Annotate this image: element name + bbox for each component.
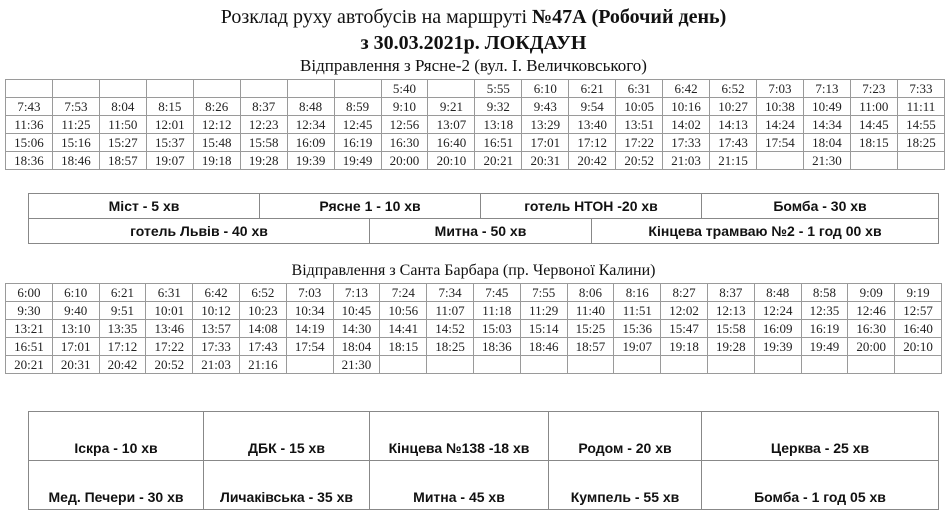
departure-time-cell: 9:51: [99, 302, 146, 320]
departure-time-cell: 12:24: [754, 302, 801, 320]
departure-time-cell: 8:15: [146, 98, 193, 116]
departure-time-cell: 6:21: [569, 80, 616, 98]
stop-cell: Митна - 45 хв: [369, 461, 548, 509]
departure-time-cell: 21:30: [803, 152, 850, 170]
departure-time-cell: 12:45: [334, 116, 381, 134]
departure-time-cell: 19:28: [240, 152, 287, 170]
stop-cell: Мед. Печери - 30 хв: [48, 489, 184, 505]
departure-time-cell: 8:37: [240, 98, 287, 116]
departure-time-cell: 14:52: [427, 320, 474, 338]
departure-time-cell: [193, 80, 240, 98]
departure-time-cell: 17:33: [663, 134, 710, 152]
departure-time-cell: 7:13: [333, 284, 380, 302]
departure-time-cell: 8:27: [661, 284, 708, 302]
departure-time-cell: [428, 80, 475, 98]
page-subtitle: з 30.03.2021р. ЛОКДАУН: [360, 32, 587, 54]
departure-time-cell: 20:00: [381, 152, 428, 170]
departure-time-cell: 18:36: [473, 338, 520, 356]
stops-row: [29, 194, 938, 218]
departure-time-cell: 14:19: [286, 320, 333, 338]
departure-time-cell: [707, 356, 754, 374]
departure-time-cell: [380, 356, 427, 374]
departure-time-cell: 11:00: [850, 98, 897, 116]
departure-time-cell: 16:30: [381, 134, 428, 152]
departure-time-cell: 12:34: [287, 116, 334, 134]
departure-time-cell: 6:42: [193, 284, 240, 302]
departure-time-cell: 20:52: [146, 356, 193, 374]
departure-time-cell: 15:36: [614, 320, 661, 338]
departure-time-cell: [52, 80, 99, 98]
departure-time-cell: 13:18: [475, 116, 522, 134]
departure-time-cell: 8:04: [99, 98, 146, 116]
departure-time-cell: 8:48: [287, 98, 334, 116]
stop-cell: готель НТОН -20 хв: [480, 194, 701, 218]
departure-time-cell: 13:35: [99, 320, 146, 338]
departure-time-cell: 13:10: [52, 320, 99, 338]
departure-time-cell: [895, 356, 942, 374]
departure-time-cell: 20:10: [428, 152, 475, 170]
departure-time-cell: 13:57: [193, 320, 240, 338]
departure-time-cell: 14:45: [850, 116, 897, 134]
departure-time-cell: 19:39: [287, 152, 334, 170]
departure-time-cell: 9:32: [475, 98, 522, 116]
departure-time-cell: 17:22: [146, 338, 193, 356]
departure-time-cell: 11:51: [614, 302, 661, 320]
departure-time-cell: 14:41: [380, 320, 427, 338]
departure-time-cell: 11:40: [567, 302, 614, 320]
departure-time-cell: 8:37: [707, 284, 754, 302]
departure-time-cell: 6:31: [146, 284, 193, 302]
stop-cell: Кінцева трамваю №2 - 1 год 00 хв: [591, 219, 938, 243]
departure-time-cell: 18:04: [803, 134, 850, 152]
stops-table-ryasne: [28, 193, 939, 244]
stop-cell: Личаківська - 35 хв: [203, 461, 369, 509]
stop-cell: ДБК - 15 хв: [203, 412, 369, 460]
stop-cell: Митна - 50 хв: [369, 219, 591, 243]
departure-time-cell: 16:40: [428, 134, 475, 152]
stop-cell: Церква - 25 хв: [701, 412, 938, 460]
departure-time-cell: 18:15: [850, 134, 897, 152]
departure-time-cell: 8:58: [801, 284, 848, 302]
departure-time-cell: 6:52: [239, 284, 286, 302]
departure-time-cell: 13:40: [569, 116, 616, 134]
departure-time-cell: 17:12: [569, 134, 616, 152]
departure-time-cell: 18:15: [380, 338, 427, 356]
departure-time-cell: 13:07: [428, 116, 475, 134]
departure-time-cell: 14:08: [239, 320, 286, 338]
departure-time-cell: [567, 356, 614, 374]
departure-time-cell: 7:53: [52, 98, 99, 116]
departure-time-cell: 9:43: [522, 98, 569, 116]
departure-time-cell: 7:23: [850, 80, 897, 98]
table-row: [6, 284, 942, 302]
departure-time-cell: [240, 80, 287, 98]
departure-time-cell: 10:27: [710, 98, 757, 116]
departure-time-cell: 10:12: [193, 302, 240, 320]
departure-time-cell: [757, 152, 804, 170]
departure-time-cell: 18:57: [567, 338, 614, 356]
departure-time-cell: 7:03: [286, 284, 333, 302]
departure-time-cell: 7:33: [897, 80, 944, 98]
departure-time-cell: 7:03: [757, 80, 804, 98]
departure-time-cell: 11:29: [520, 302, 567, 320]
stop-cell: Бомба - 30 хв: [701, 194, 938, 218]
departure-time-cell: 14:24: [757, 116, 804, 134]
departure-time-cell: 6:52: [710, 80, 757, 98]
route-name: №47А (Робочий день): [532, 6, 727, 28]
departure-time-cell: 15:47: [661, 320, 708, 338]
departure-time-cell: [146, 80, 193, 98]
departures-table-ryasne: [5, 79, 945, 170]
table-row: [6, 152, 945, 170]
departure-time-cell: 18:25: [427, 338, 474, 356]
departure-time-cell: 18:46: [52, 152, 99, 170]
departure-time-cell: 19:39: [754, 338, 801, 356]
departure-time-cell: [850, 152, 897, 170]
departure-time-cell: 20:42: [569, 152, 616, 170]
table-row: [6, 356, 942, 374]
departure-time-cell: 12:02: [661, 302, 708, 320]
departure-time-cell: 13:46: [146, 320, 193, 338]
departure-time-cell: 15:06: [6, 134, 53, 152]
departure-time-cell: 8:16: [614, 284, 661, 302]
departure-time-cell: 16:40: [895, 320, 942, 338]
departure-time-cell: 13:29: [522, 116, 569, 134]
departure-time-cell: 8:48: [754, 284, 801, 302]
departure-time-cell: 18:57: [99, 152, 146, 170]
departure-time-cell: 13:51: [616, 116, 663, 134]
departure-time-cell: 10:23: [239, 302, 286, 320]
departure-time-cell: [897, 152, 944, 170]
departure-time-cell: 7:55: [520, 284, 567, 302]
departure-time-cell: 17:01: [52, 338, 99, 356]
departure-time-cell: 12:01: [146, 116, 193, 134]
departure-time-cell: 5:55: [475, 80, 522, 98]
departure-time-cell: 20:00: [848, 338, 895, 356]
departure-time-cell: 16:19: [334, 134, 381, 152]
departure-time-cell: 20:10: [895, 338, 942, 356]
departure-time-cell: 7:24: [380, 284, 427, 302]
departure-time-cell: 10:45: [333, 302, 380, 320]
departure-time-cell: 19:07: [146, 152, 193, 170]
departure-time-cell: 12:56: [381, 116, 428, 134]
stops-table-santa-barbara: [28, 411, 939, 510]
page-title: [0, 6, 947, 29]
departure-time-cell: 16:51: [6, 338, 53, 356]
departure-time-cell: 11:11: [897, 98, 944, 116]
departure-time-cell: 9:54: [569, 98, 616, 116]
table-row: [6, 80, 945, 98]
departure-time-cell: 19:49: [801, 338, 848, 356]
stop-cell: готель Львів - 40 хв: [130, 223, 268, 239]
departure-time-cell: 17:54: [286, 338, 333, 356]
departure-time-cell: 9:10: [381, 98, 428, 116]
departure-time-cell: 17:43: [710, 134, 757, 152]
departure-time-cell: [6, 80, 53, 98]
departure-time-cell: 10:38: [757, 98, 804, 116]
departure-time-cell: 5:40: [381, 80, 428, 98]
departure-time-cell: 15:25: [567, 320, 614, 338]
departure-time-cell: 7:34: [427, 284, 474, 302]
departure-time-cell: 20:52: [616, 152, 663, 170]
stop-cell: Міст - 5 хв: [108, 198, 180, 214]
departure-time-cell: 11:18: [473, 302, 520, 320]
departure-time-cell: 6:10: [52, 284, 99, 302]
departure-time-cell: 15:27: [99, 134, 146, 152]
departure-time-cell: 10:56: [380, 302, 427, 320]
departure-time-cell: 10:16: [663, 98, 710, 116]
departure-time-cell: [801, 356, 848, 374]
table-row: [6, 116, 945, 134]
departure-time-cell: [848, 356, 895, 374]
departure-time-cell: 6:10: [522, 80, 569, 98]
departure-time-cell: 12:12: [193, 116, 240, 134]
departure-time-cell: 17:22: [616, 134, 663, 152]
departure-time-cell: 8:26: [193, 98, 240, 116]
departure-time-cell: 12:57: [895, 302, 942, 320]
departure-time-cell: 19:28: [707, 338, 754, 356]
departure-time-cell: 9:19: [895, 284, 942, 302]
departure-time-cell: 21:03: [663, 152, 710, 170]
departure-time-cell: 17:33: [193, 338, 240, 356]
departure-time-cell: 17:01: [522, 134, 569, 152]
departure-time-cell: 21:15: [710, 152, 757, 170]
departure-time-cell: 11:50: [99, 116, 146, 134]
table-row: [6, 320, 942, 338]
departure-time-cell: 17:43: [239, 338, 286, 356]
departure-time-cell: 12:13: [707, 302, 754, 320]
departure-time-cell: 17:12: [99, 338, 146, 356]
departure-time-cell: 19:18: [661, 338, 708, 356]
departure-time-cell: 9:09: [848, 284, 895, 302]
departure-time-cell: [614, 356, 661, 374]
departure-time-cell: 15:58: [707, 320, 754, 338]
table-row: [6, 302, 942, 320]
stop-cell: Кумпель - 55 хв: [548, 461, 701, 509]
departure-time-cell: 18:46: [520, 338, 567, 356]
departure-time-cell: 6:42: [663, 80, 710, 98]
departure-time-cell: 14:55: [897, 116, 944, 134]
departure-time-cell: 16:19: [801, 320, 848, 338]
departure-time-cell: 11:07: [427, 302, 474, 320]
departure-time-cell: 14:13: [710, 116, 757, 134]
departure-time-cell: 16:30: [848, 320, 895, 338]
departure-time-cell: [473, 356, 520, 374]
departure-time-cell: 7:45: [473, 284, 520, 302]
departure-time-cell: [99, 80, 146, 98]
departure-time-cell: 8:59: [334, 98, 381, 116]
stop-cell: Рясне 1 - 10 хв: [259, 194, 480, 218]
stops-row: [29, 460, 938, 509]
departure-time-cell: 7:13: [803, 80, 850, 98]
departure-time-cell: [427, 356, 474, 374]
departure-time-cell: 6:00: [6, 284, 53, 302]
departure-time-cell: 16:09: [287, 134, 334, 152]
departure-time-cell: 12:35: [801, 302, 848, 320]
departure-time-cell: 9:21: [428, 98, 475, 116]
stops-row: [29, 218, 938, 243]
departure-time-cell: 15:14: [520, 320, 567, 338]
section2-heading: Відправлення з Санта Барбара (пр. Червоної Калини): [291, 262, 656, 279]
stop-cell: Іскра - 10 хв: [74, 440, 158, 456]
departure-time-cell: [661, 356, 708, 374]
departure-time-cell: 21:16: [239, 356, 286, 374]
departure-time-cell: 21:30: [333, 356, 380, 374]
departure-time-cell: 11:36: [6, 116, 53, 134]
departure-time-cell: [754, 356, 801, 374]
departure-time-cell: 21:03: [193, 356, 240, 374]
title-text: Розклад руху автобусів на маршруті: [220, 6, 533, 28]
departure-time-cell: 10:49: [803, 98, 850, 116]
departure-time-cell: 10:34: [286, 302, 333, 320]
stop-cell: Родом - 20 хв: [548, 412, 701, 460]
departure-time-cell: 8:06: [567, 284, 614, 302]
table-row: [6, 98, 945, 116]
departure-time-cell: 19:07: [614, 338, 661, 356]
stop-cell: Бомба - 1 год 05 хв: [701, 461, 938, 509]
departure-time-cell: 20:21: [6, 356, 53, 374]
departure-time-cell: 15:58: [240, 134, 287, 152]
departure-time-cell: 12:46: [848, 302, 895, 320]
departures-table-santa-barbara: [5, 283, 942, 374]
table-row: [6, 134, 945, 152]
departure-time-cell: 13:21: [6, 320, 53, 338]
departure-time-cell: 20:21: [475, 152, 522, 170]
departure-time-cell: 20:42: [99, 356, 146, 374]
departure-time-cell: 11:25: [52, 116, 99, 134]
stop-cell: Кінцева №138 -18 хв: [369, 412, 548, 460]
departure-time-cell: 15:48: [193, 134, 240, 152]
departure-time-cell: 14:30: [333, 320, 380, 338]
departure-time-cell: 14:34: [803, 116, 850, 134]
departure-time-cell: 15:16: [52, 134, 99, 152]
departure-time-cell: 18:36: [6, 152, 53, 170]
section1-heading: Відправлення з Рясне-2 (вул. І. Величковського): [300, 56, 647, 75]
departure-time-cell: 20:31: [522, 152, 569, 170]
departure-time-cell: [286, 356, 333, 374]
departure-time-cell: 14:02: [663, 116, 710, 134]
departure-time-cell: 18:04: [333, 338, 380, 356]
departure-time-cell: 9:40: [52, 302, 99, 320]
departure-time-cell: 6:31: [616, 80, 663, 98]
table-row: [6, 338, 942, 356]
departure-time-cell: 15:37: [146, 134, 193, 152]
stops-row: [29, 412, 938, 460]
departure-time-cell: 12:23: [240, 116, 287, 134]
departure-time-cell: [520, 356, 567, 374]
departure-time-cell: 19:18: [193, 152, 240, 170]
departure-time-cell: 7:43: [6, 98, 53, 116]
departure-time-cell: 20:31: [52, 356, 99, 374]
departure-time-cell: 6:21: [99, 284, 146, 302]
departure-time-cell: [334, 80, 381, 98]
departure-time-cell: [287, 80, 334, 98]
departure-time-cell: 10:05: [616, 98, 663, 116]
departure-time-cell: 16:09: [754, 320, 801, 338]
departure-time-cell: 19:49: [334, 152, 381, 170]
departure-time-cell: 9:30: [6, 302, 53, 320]
departure-time-cell: 16:51: [475, 134, 522, 152]
departure-time-cell: 17:54: [757, 134, 804, 152]
departure-time-cell: 10:01: [146, 302, 193, 320]
departure-time-cell: 15:03: [473, 320, 520, 338]
departure-time-cell: 18:25: [897, 134, 944, 152]
